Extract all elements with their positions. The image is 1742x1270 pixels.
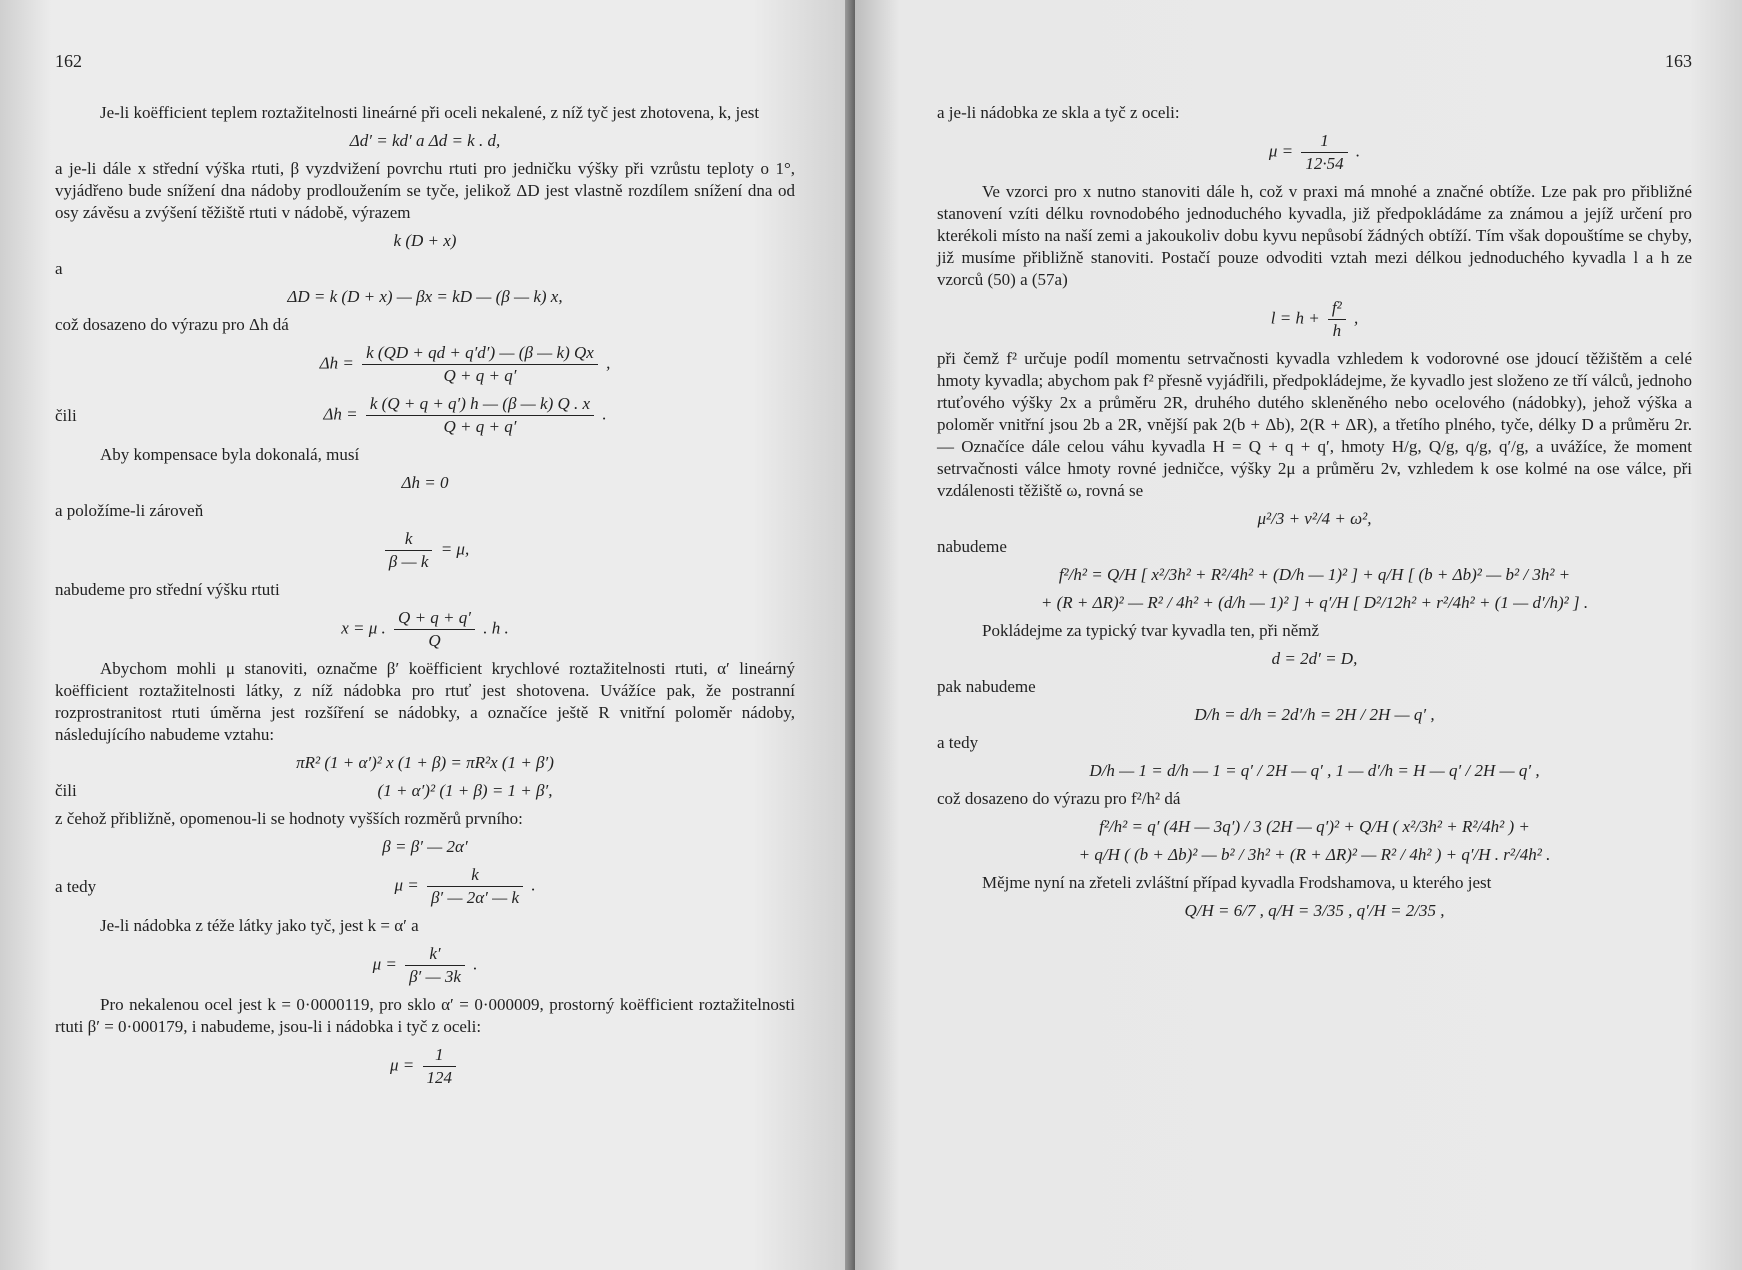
equation: k (D + x) (393, 231, 457, 250)
numerator: k′ (405, 943, 465, 966)
paragraph: Abychom mohli μ stanoviti, označme β′ koëfficient krychlové roztažitelnosti rtuti, α′ lineárný koëfficient roztažitelnosti látky, z níž nádobka pro rtuť jest shotovena. Uvážíce pak, že postranní rozprostranitost rtuti úměrna jest rozšíření se nádobky, a označíce ještě R vnitřní poloměr nádoby, následujícího nabudeme vztahu: (55, 659, 795, 744)
denominator: Q + q + q′ (443, 417, 517, 436)
equation (937, 297, 1692, 342)
equation-label: a (55, 259, 63, 278)
left-page (0, 0, 855, 1270)
paragraph: Ve vzorci pro x nutno stanoviti dále h, což v praxi má mnohé a značné obtíže. Lze pak pro přibližné stanovení vzíti délku rovnodobého jednoduchého kyvadla, již předpokládáme za známou a jejíž určení pro kterékoli místo na naší zemi a jakoukoliv dobu kyvu nepůsobí žádných obtíží. Tím však dopouštíme se chyby, již musíme přibližně stanoviti. Postačí pouze odvoditi vztah mezi délkou jednoduchého kyvadla l a h ze vzorců (50) a (57a) (937, 182, 1692, 289)
numerator: 1 (1301, 130, 1347, 153)
paragraph: Je-li koëfficient teplem roztažitelnosti lineárné při oceli nekalené, z níž tyč jest zhotovena, k, jest (100, 103, 760, 122)
equation: D/h = d/h = 2d′/h = 2H / 2H — q′ , (1194, 705, 1435, 724)
equation (55, 943, 795, 988)
equation (55, 864, 795, 909)
equation: D/h — 1 = d/h — 1 = q′ / 2H — q′ , 1 — d′/h = H — q′ / 2H — q′ , (1089, 761, 1540, 780)
equation: Δd′ = kd′ a Δd = k . d, (349, 131, 501, 150)
equation-lhs: μ = (372, 954, 397, 974)
paragraph: Mějme nyní na zřeteli zvláštní případ kyvadla Frodshamova, u kterého jest (982, 873, 1492, 892)
fraction (1301, 130, 1347, 175)
denominator: h (1332, 321, 1342, 340)
paragraph: nabudeme pro střední výšku rtuti (55, 580, 280, 599)
equation-tail: . h . (483, 618, 509, 638)
fraction (366, 393, 594, 438)
equation (55, 1044, 795, 1089)
equation: Δh = 0 (401, 473, 449, 492)
equation (55, 342, 795, 387)
paragraph: při čemž f² určuje podíl momentu setrvačnosti kyvadla vzhledem k vodorovné ose jdoucí těžištěm a celé hmoty kyvadla; abychom pak f² přesně vyjádřili, předpokládejme, že kyvadlo jest složeno ze tří válců, jednoho rtuťového výšky 2x a průměru 2R, druhého dutého skleněného nebo ocelového (nádobky), jehož výška a poloměr vnitřní jsou 2b a 2R, vnější pak 2(b + Δb), 2(R + ΔR), a třetího plného, tyče, délky D a průměru 2r. — Označíce dále celou váhu kyvadla H = Q + q + q′, hmoty H/g, Q/g, q/g, q′/g, a uvážíce, že moment setrvačnosti válce hmoty rovné jedničce, výšky 2μ a průměru 2v, vzhledem k ose kolmé na ose válce, při vzdálenosti těžiště ω, rovná se (937, 349, 1692, 500)
fraction (362, 342, 598, 387)
paragraph: Pokládejme za typický tvar kyvadla ten, při němž (982, 621, 1320, 640)
equation (55, 393, 795, 438)
fraction (423, 1044, 457, 1089)
right-page (855, 0, 1742, 1270)
numerator: 1 (423, 1044, 457, 1067)
equation-lhs: μ = (394, 875, 419, 895)
numerator: Q + q + q′ (394, 607, 475, 630)
denominator: Q (428, 631, 441, 650)
equation-tail: . (602, 404, 607, 424)
equation-tail: . (473, 954, 478, 974)
equation-lhs: μ = (389, 1055, 415, 1075)
numerator: f² (1328, 297, 1346, 320)
equation (55, 607, 795, 652)
denominator: β′ — 2α′ — k (430, 888, 520, 907)
equation (55, 528, 795, 573)
fraction (1328, 297, 1346, 342)
equation-body: (1 + α′)² (1 + β) = 1 + β′, (377, 781, 553, 800)
equation-tail: , (606, 353, 611, 373)
numerator: k (427, 864, 523, 887)
page-number-right: 163 (1665, 51, 1692, 71)
equation: πR² (1 + α′)² x (1 + β) = πR²x (1 + β′) (296, 753, 554, 772)
equation: + (R + ΔR)² — R² / 4h² + (d/h — 1)² ] + q′/H [ D²/12h² + r²/4h² + (1 — d′/h)² ] . (1040, 593, 1589, 612)
equation-lhs: Δh = (319, 353, 354, 373)
denominator: β′ — 3k (409, 967, 461, 986)
page-number-left: 162 (55, 51, 82, 71)
paragraph: což dosazeno do výrazu pro f²/h² dá (937, 789, 1181, 808)
paragraph: a je-li nádobka ze skla a tyč z oceli: (937, 103, 1180, 122)
equation-lhs: l = h + (1270, 308, 1320, 328)
equation: f²/h² = q′ (4H — 3q′) / 3 (2H — q′)² + Q/H ( x²/3h² + R²/4h² ) + (1099, 817, 1530, 836)
fraction (427, 864, 523, 909)
equation-lhs: x = μ . (341, 618, 386, 638)
equation-lhs: Δh = (323, 404, 358, 424)
equation-label: čili (55, 405, 77, 425)
equation-tail: = μ, (440, 539, 470, 559)
numerator: k (QD + qd + q′d′) — (β — k) Qx (362, 342, 598, 365)
fraction (385, 528, 433, 573)
numerator: k (Q + q + q′) h — (β — k) Q . x (366, 393, 594, 416)
paragraph: a je-li dále x střední výška rtuti, β vyzdvižení povrchu rtuti pro jedničku výšky při vzrůstu teploty o 1°, vyjádřeno bude snížení dna nádoby prodloužením se tyče, jelikož ΔD jest vlastně rozdílem snížení dna od osy závěsu a zvýšení těžiště rtuti v nádobě, výrazem (55, 159, 795, 222)
paragraph: z čehož přibližně, opomenou-li se hodnoty vyšších rozměrů prvního: (55, 809, 523, 828)
denominator: Q + q + q′ (443, 366, 517, 385)
paragraph: pak nabudeme (937, 677, 1036, 696)
equation: μ²/3 + v²/4 + ω², (1257, 509, 1372, 528)
paragraph: Aby kompensace byla dokonalá, musí (100, 445, 360, 464)
denominator: 124 (426, 1068, 452, 1087)
equation: + q/H ( (b + Δb)² — b² / 3h² + (R + ΔR)² — R² / 4h² ) + q′/H . r²/4h² . (1078, 845, 1551, 864)
denominator: 12·54 (1305, 154, 1344, 173)
equation-label: a tedy (937, 733, 979, 752)
fraction (405, 943, 465, 988)
equation-tail: . (1355, 141, 1361, 161)
equation: f²/h² = Q/H [ x²/3h² + R²/4h² + (D/h — 1)² ] + q/H [ (b + Δb)² — b² / 3h² + (1058, 565, 1571, 584)
equation: ΔD = k (D + x) — βx = kD — (β — k) x, (287, 287, 563, 306)
equation: d = 2d′ = D, (1271, 649, 1358, 668)
denominator: β — k (388, 552, 429, 571)
paragraph: Je-li nádobka z téže látky jako tyč, jest k = α′ a (100, 916, 419, 935)
equation (55, 780, 795, 802)
numerator: k (385, 528, 433, 551)
equation: Q/H = 6/7 , q/H = 3/35 , q′/H = 2/35 , (1184, 901, 1445, 920)
equation (937, 130, 1692, 175)
equation-tail: . (531, 875, 536, 895)
paragraph: což dosazeno do výrazu pro Δh dá (55, 315, 289, 334)
paragraph: nabudeme (937, 537, 1007, 556)
equation-tail: , (1354, 308, 1359, 328)
fraction (394, 607, 475, 652)
paragraph: a položíme-li zároveň (55, 501, 204, 520)
equation-label: čili (55, 781, 77, 800)
paragraph: Pro nekalenou ocel jest k = 0·0000119, pro sklo α′ = 0·000009, prostorný koëfficient roztažitelnosti rtuti β′ = 0·000179, i nabudeme, jsou-li i nádobka i tyč z oceli: (55, 995, 795, 1036)
equation-lhs: μ = (1268, 141, 1294, 161)
equation: β = β′ — 2α′ (382, 837, 468, 856)
equation-label: a tedy (55, 876, 97, 896)
